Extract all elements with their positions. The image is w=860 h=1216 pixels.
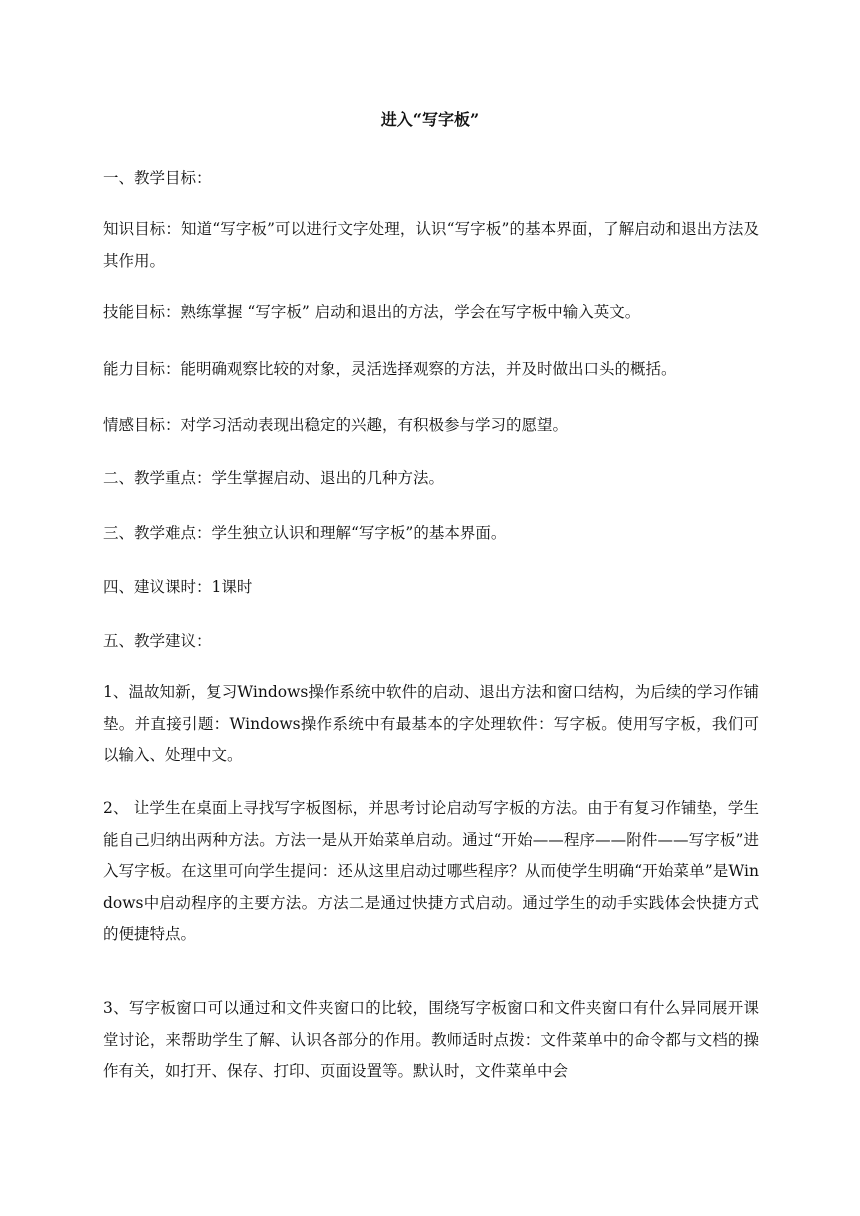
section-heading-difficulties: 三、教学难点：学生独立认识和理解“写字板”的基本界面。: [103, 524, 507, 542]
paragraph-suggestion-2: 2、 让学生在桌面上寻找写字板图标，并思考讨论启动写字板的方法。由于有复习作铺垫，学生能自己归纳出两种方法。方法一是从开始菜单启动。通过“开始——程序——附件——写字板”进入写字板。在这里可向学生提问：还从这里启动过哪些程序？从而使学生明确“开始菜单”是Windows中启动程序的主要方法。方法二是通过快捷方式启动。通过学生的动手实践体会快捷方式的便捷特点。: [103, 799, 759, 943]
paragraph-knowledge-goal: 知识目标：知道“写字板”可以进行文字处理，认识“写字板”的基本界面，了解启动和退出方法及其作用。: [103, 220, 759, 270]
paragraph-emotion-goal: 情感目标：对学习活动表现出稳定的兴趣，有积极参与学习的愿望。: [103, 416, 569, 434]
paragraph-suggestion-1: 1、温故知新，复习Windows操作系统中软件的启动、退出方法和窗口结构，为后续的学习作铺垫。并直接引题：Windows操作系统中有最基本的字处理软件：写字板。使用写字板，我们可以输入、处理中文。: [103, 683, 759, 764]
paragraph-skill-goal: 技能目标：熟练掌握 “写字板” 启动和退出的方法，学会在写字板中输入英文。: [103, 303, 641, 321]
section-heading-class-hours: 四、建议课时：1课时: [103, 578, 253, 596]
section-heading-objectives: 一、教学目标：: [103, 169, 212, 187]
paragraph-ability-goal: 能力目标：能明确观察比较的对象，灵活选择观察的方法，并及时做出口头的概括。: [103, 360, 677, 378]
paragraph-suggestion-3: 3、写字板窗口可以通过和文件夹窗口的比较，围绕写字板窗口和文件夹窗口有什么异同展开课堂讨论，来帮助学生了解、认识各部分的作用。教师适时点拨：文件菜单中的命令都与文档的操作有关，如打开、保存、打印、页面设置等。默认时，文件菜单中会: [103, 999, 759, 1080]
document-title: 进入“写字板”: [380, 110, 480, 129]
section-heading-suggestions: 五、教学建议：: [103, 632, 212, 650]
section-heading-key-points: 二、教学重点：学生掌握启动、退出的几种方法。: [103, 469, 445, 487]
